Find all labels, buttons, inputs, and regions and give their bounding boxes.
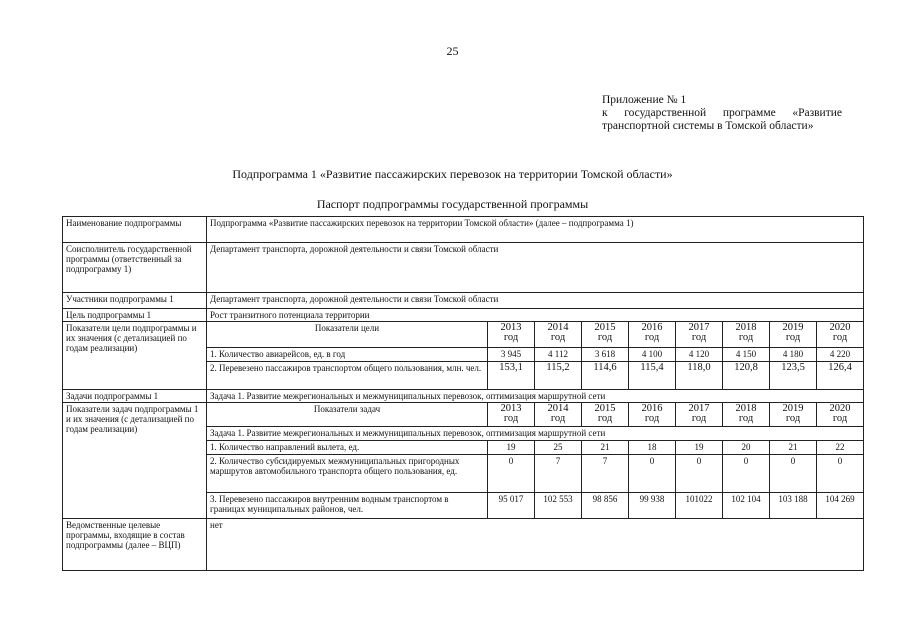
indicator-value: 102 553: [535, 493, 582, 519]
indicator-name: 2. Количество субсидируемых межмуниципальных пригородных маршрутов автомобильного транспорта общего пользования, ед.: [207, 455, 488, 493]
year-header: 2016 год: [629, 322, 676, 348]
value-tasks: Задача 1. Развитие межрегиональных и межмуниципальных перевозок, оптимизация маршрутной сети: [207, 390, 864, 403]
goal-indicators-header-row: [63, 322, 864, 348]
indicator-value: 101022: [676, 493, 723, 519]
year-header: 2015 год: [582, 322, 629, 348]
indicator-value: 115,2: [535, 362, 582, 390]
label-vcp: Ведомственные целевые программы, входящие в состав подпрограммы (далее – ВЦП): [63, 519, 207, 571]
goal-indicators-header: Показатели цели: [207, 322, 488, 348]
indicator-value: 95 017: [488, 493, 535, 519]
indicator-value: 0: [488, 455, 535, 493]
appendix-word: «Развитие: [792, 107, 842, 119]
row-vcp: [63, 519, 864, 571]
indicator-value: 114,6: [582, 362, 629, 390]
indicator-value: 123,5: [770, 362, 817, 390]
indicator-value: 7: [582, 455, 629, 493]
page-number: 25: [446, 44, 459, 58]
indicator-value: 7: [535, 455, 582, 493]
indicator-value: 21: [770, 441, 817, 455]
appendix-word: государственной: [624, 107, 707, 119]
indicator-value: 4 180: [770, 348, 817, 362]
indicator-value: 3 945: [488, 348, 535, 362]
year-header: 2019 год: [770, 403, 817, 427]
indicator-value: 0: [723, 455, 770, 493]
row-name: [63, 217, 864, 243]
indicator-name: 1. Количество направлений вылета, ед.: [207, 441, 488, 455]
year-header: 2016 год: [629, 403, 676, 427]
indicator-value: 21: [582, 441, 629, 455]
appendix-line-2: [602, 107, 842, 120]
label-name: Наименование подпрограммы: [63, 217, 207, 243]
indicator-value: 115,4: [629, 362, 676, 390]
appendix-line-3: транспортной системы в Томской области»: [602, 120, 814, 132]
year-header: 2015 год: [582, 403, 629, 427]
row-tasks: [63, 390, 864, 403]
label-goal-indicators: Показатели цели подпрограммы и их значения (с детализацией по годам реализации): [63, 322, 207, 390]
label-tasks: Задачи подпрограммы 1: [63, 390, 207, 403]
value-goal: Рост транзитного потенциала территории: [207, 309, 864, 322]
appendix-note: [602, 94, 842, 133]
row-coexecutor: [63, 243, 864, 293]
year-header: 2020 год: [817, 403, 864, 427]
subprogram-title: Подпрограмма 1 «Развитие пассажирских перевозок на территории Томской области»: [232, 167, 673, 181]
indicator-value: 19: [488, 441, 535, 455]
year-header: 2019 год: [770, 322, 817, 348]
passport-table: [62, 216, 864, 571]
value-vcp: нет: [207, 519, 864, 571]
task-indicators-header-row: [63, 403, 864, 427]
indicator-value: 0: [817, 455, 864, 493]
indicator-value: 118,0: [676, 362, 723, 390]
indicator-value: 19: [676, 441, 723, 455]
label-goal: Цель подпрограммы 1: [63, 309, 207, 322]
year-header: 2020 год: [817, 322, 864, 348]
indicator-value: 103 188: [770, 493, 817, 519]
indicator-value: 4 150: [723, 348, 770, 362]
label-coexecutor: Соисполнитель государственной программы (ответственный за подпрограмму 1): [63, 243, 207, 293]
indicator-value: 153,1: [488, 362, 535, 390]
indicator-value: 98 856: [582, 493, 629, 519]
indicator-value: 3 618: [582, 348, 629, 362]
value-participants: Департамент транспорта, дорожной деятельности и связи Томской области: [207, 293, 864, 309]
indicator-value: 4 112: [535, 348, 582, 362]
indicator-value: 4 120: [676, 348, 723, 362]
year-header: 2013 год: [488, 403, 535, 427]
indicator-name: 2. Перевезено пассажиров транспортом общего пользования, млн. чел.: [207, 362, 488, 390]
label-participants: Участники подпрограммы 1: [63, 293, 207, 309]
indicator-name: 3. Перевезено пассажиров внутренним водным транспортом в границах муниципальных районов, чел.: [207, 493, 488, 519]
indicator-value: 4 100: [629, 348, 676, 362]
appendix-word: программе: [722, 107, 776, 119]
appendix-word: к: [602, 107, 608, 119]
indicator-value: 0: [770, 455, 817, 493]
indicator-value: 126,4: [817, 362, 864, 390]
appendix-line-1: Приложение № 1: [602, 94, 687, 106]
indicator-value: 0: [629, 455, 676, 493]
row-participants: [63, 293, 864, 309]
label-task-indicators: Показатели задач подпрограммы 1 и их значения (с детализацией по годам реализации): [63, 403, 207, 519]
indicator-name: 1. Количество авиарейсов, ед. в год: [207, 348, 488, 362]
indicator-value: 102 104: [723, 493, 770, 519]
indicator-value: 120,8: [723, 362, 770, 390]
year-header: 2013 год: [488, 322, 535, 348]
value-coexecutor: Департамент транспорта, дорожной деятельности и связи Томской области: [207, 243, 864, 293]
indicator-value: 99 938: [629, 493, 676, 519]
row-goal: [63, 309, 864, 322]
indicator-value: 4 220: [817, 348, 864, 362]
year-header: 2014 год: [535, 322, 582, 348]
indicator-value: 22: [817, 441, 864, 455]
year-header: 2018 год: [723, 322, 770, 348]
passport-title: Паспорт подпрограммы государственной программы: [316, 197, 589, 211]
task-group-label: Задача 1. Развитие межрегиональных и межмуниципальных перевозок, оптимизация маршрутной сети: [207, 427, 864, 441]
year-header: 2018 год: [723, 403, 770, 427]
year-header: 2017 год: [676, 322, 723, 348]
year-header: 2017 год: [676, 403, 723, 427]
year-header: 2014 год: [535, 403, 582, 427]
indicator-value: 25: [535, 441, 582, 455]
indicator-value: 0: [676, 455, 723, 493]
indicator-value: 20: [723, 441, 770, 455]
value-name: Подпрограмма «Развитие пассажирских перевозок на территории Томской области» (далее – подпрограмма 1): [207, 217, 864, 243]
indicator-value: 104 269: [817, 493, 864, 519]
indicator-value: 18: [629, 441, 676, 455]
task-indicators-header: Показатели задач: [207, 403, 488, 427]
